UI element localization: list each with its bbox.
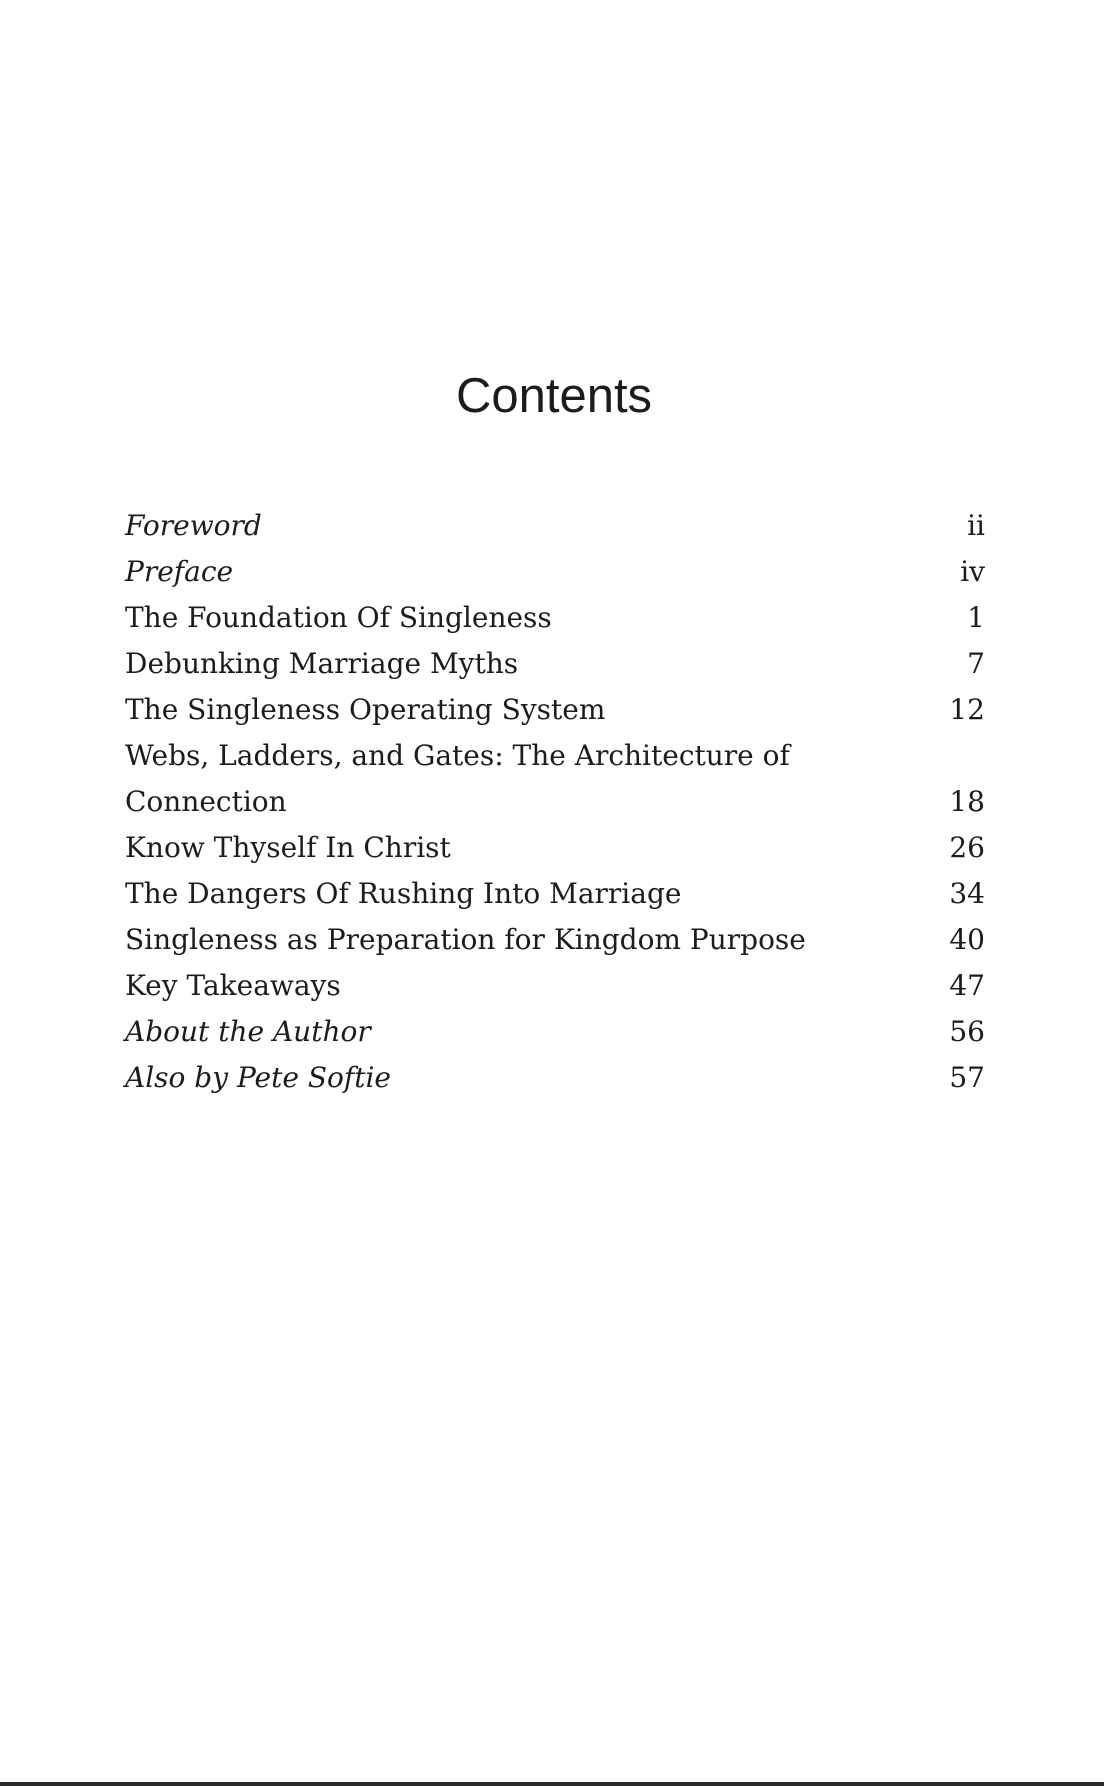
toc-entry-label: The Singleness Operating System: [125, 693, 606, 726]
toc-entry-dangers-of-rushing[interactable]: [125, 871, 985, 917]
toc-entry-label: Also by Pete Softie: [125, 1061, 391, 1094]
toc-entry-know-thyself[interactable]: [125, 825, 985, 871]
toc-entry-page-number: 12: [949, 693, 985, 726]
toc-entry-label: Singleness as Preparation for Kingdom Purpose: [125, 923, 806, 956]
toc-entry-page-number: 18: [949, 785, 985, 818]
toc-entry-page-number: 26: [949, 831, 985, 864]
toc-entry-debunking-marriage-myths[interactable]: [125, 641, 985, 687]
toc-entry-page-number: 7: [967, 647, 985, 680]
toc-entry-label: Key Takeaways: [125, 969, 341, 1002]
toc-entry-label: Webs, Ladders, and Gates: The Architecture of Connection: [125, 739, 790, 818]
toc-entry-page-number: ii: [967, 509, 985, 542]
toc-entry-foreword[interactable]: [125, 503, 985, 549]
toc-entry-preface[interactable]: [125, 549, 985, 595]
toc-entry-singleness-operating-system[interactable]: [125, 687, 985, 733]
toc-entry-page-number: 47: [949, 969, 985, 1002]
page-bottom-border: [0, 1782, 1104, 1786]
toc-entry-page-number: 56: [949, 1015, 985, 1048]
toc-entry-label: Foreword: [125, 509, 262, 542]
toc-entry-key-takeaways[interactable]: [125, 963, 985, 1009]
toc-entry-label: Debunking Marriage Myths: [125, 647, 519, 680]
toc-entry-also-by-author[interactable]: [125, 1055, 985, 1101]
table-of-contents: [125, 503, 985, 1101]
toc-entry-label: About the Author: [125, 1015, 371, 1048]
toc-entry-page-number: iv: [960, 555, 985, 588]
toc-entry-page-number: 34: [949, 877, 985, 910]
toc-entry-page-number: 1: [967, 601, 985, 634]
toc-entry-label: The Foundation Of Singleness: [125, 601, 552, 634]
toc-entry-about-the-author[interactable]: [125, 1009, 985, 1055]
toc-entry-label: Know Thyself In Christ: [125, 831, 451, 864]
page-title: Contents: [455, 369, 653, 423]
toc-entry-page-number: 57: [949, 1061, 985, 1094]
toc-entry-label: Preface: [125, 555, 234, 588]
toc-entry-kingdom-purpose[interactable]: [125, 917, 985, 963]
toc-entry-foundation-of-singleness[interactable]: [125, 595, 985, 641]
toc-entry-webs-ladders-gates[interactable]: [125, 733, 985, 825]
toc-entry-label: The Dangers Of Rushing Into Marriage: [125, 877, 682, 910]
toc-entry-page-number: 40: [949, 923, 985, 956]
